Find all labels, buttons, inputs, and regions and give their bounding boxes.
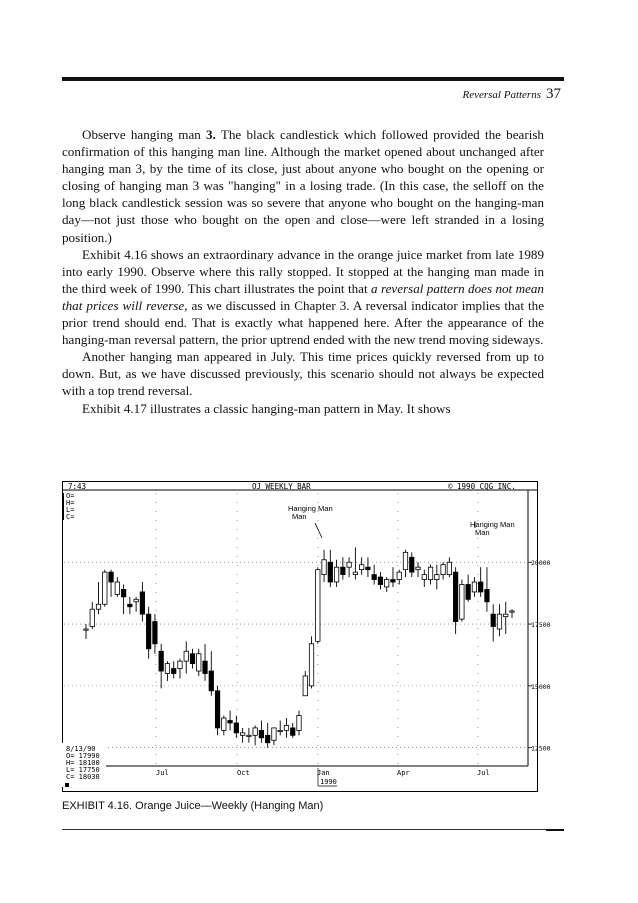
paragraph-1: Observe hanging man 3. The black candlestick which followed provided the bearish confirmation of this hanging man line. Although the market opened about unchanged after hanging man 3, by the time of its close, just about anyone who bought on the opening or closing of hanging man 3 was "hanging" in a losing trade. (In this case, the selloff on the long black candlestick session was so severe that anyone who bought on the hanging-man day—not just those who bought on the open and close—were left stranded in a losing position.) — [62, 127, 544, 245]
candle-body — [353, 572, 357, 574]
y-tick-label: 12500 — [531, 744, 551, 753]
candle-body — [265, 735, 269, 742]
readout-close: C= 18030 — [66, 773, 100, 781]
candle-body — [209, 671, 213, 691]
candle-body — [378, 577, 382, 584]
ohlc-label-low: L= — [66, 506, 75, 514]
candle-body — [385, 580, 389, 587]
candle-body — [366, 567, 370, 569]
candle-body — [153, 622, 157, 644]
figure-caption: EXHIBIT 4.16. Orange Juice—Weekly (Hanging Man) — [62, 800, 324, 812]
candle-body — [453, 572, 457, 621]
candle-body — [347, 562, 351, 567]
readout-open: O= 17990 — [66, 752, 100, 760]
candle-body — [121, 589, 125, 596]
x-year-label: 1990 — [320, 778, 337, 786]
running-title: Reversal Patterns — [462, 89, 541, 101]
candle-body — [203, 661, 207, 673]
candle-body — [460, 584, 464, 619]
candle-body — [291, 728, 295, 735]
candle-body — [510, 611, 514, 612]
candle-body — [447, 562, 451, 574]
paragraph-3: Another hanging man appeared in July. This time prices quickly reversed from up to down. But, as we have discussed previously, this scenario should not always be expected with a top trend reversal. — [62, 349, 544, 399]
candle-body — [428, 567, 432, 579]
chart-figure — [62, 481, 551, 792]
candle-body — [435, 575, 439, 580]
candle-body — [228, 720, 232, 722]
candle-body — [334, 567, 338, 582]
candle — [215, 686, 219, 735]
candle — [309, 636, 313, 688]
candle-body — [485, 589, 489, 601]
candle-body — [403, 552, 407, 569]
candle-body — [146, 614, 150, 649]
x-tick-apr: Apr — [397, 769, 410, 777]
candle-body — [90, 609, 94, 626]
candle-body — [215, 691, 219, 728]
candle-body — [278, 730, 282, 731]
candle-body — [504, 614, 508, 616]
candle-body — [441, 565, 445, 575]
y-tick-label: 17500 — [531, 621, 551, 630]
candle-body — [134, 599, 138, 601]
candle — [103, 570, 107, 607]
candle-body — [322, 560, 326, 575]
candle-body — [96, 604, 100, 609]
x-tick-jul-1989: Jul — [156, 769, 169, 777]
readout-high: H= 18100 — [66, 759, 100, 767]
candle-body — [410, 557, 414, 572]
candle-body — [109, 572, 113, 582]
x-tick-jul-1990: Jul — [477, 769, 490, 777]
candle-body — [240, 733, 244, 735]
candle-body — [491, 614, 495, 626]
footer-rule-mark — [546, 829, 564, 831]
candle-body — [478, 582, 482, 592]
candle-body — [309, 644, 313, 686]
candle-body — [422, 575, 426, 580]
candle-body — [165, 664, 169, 674]
candle-body — [103, 572, 107, 604]
candle-body — [247, 735, 251, 736]
candle — [316, 567, 320, 644]
annotation-hanging-man-1-line2: Man — [292, 512, 307, 521]
chart-time: 7:43 — [68, 482, 87, 491]
candle-body — [128, 604, 132, 606]
candle-body — [328, 562, 332, 582]
y-tick-label: 20000 — [531, 559, 551, 568]
candle-body — [316, 570, 320, 642]
ohlc-label-close: C= — [66, 513, 75, 521]
ohlc-label-high: H= — [66, 499, 75, 507]
candle — [460, 580, 464, 622]
candle-body — [178, 661, 182, 668]
candle-body — [472, 582, 476, 592]
candle-body — [359, 565, 363, 570]
candle-body — [184, 651, 188, 661]
x-tick-oct: Oct — [237, 769, 250, 777]
candle-body — [115, 582, 119, 594]
page-number: 37 — [546, 86, 561, 102]
candle-body — [84, 629, 88, 630]
candle-body — [197, 654, 201, 671]
chart-title: OJ WEEKLY BAR — [252, 482, 311, 491]
annotation-hanging-man-2-line2: Man — [475, 528, 490, 537]
candle-body — [222, 718, 226, 730]
readout-date: 8/13/90 — [66, 745, 96, 753]
body-text — [62, 126, 544, 417]
header-rule — [62, 77, 564, 81]
candle-body — [391, 580, 395, 582]
candle-body — [172, 669, 176, 674]
paragraph-4: Exhibit 4.17 illustrates a classic hanging-man pattern in May. It shows — [82, 400, 451, 416]
paragraph-2: Exhibit 4.16 shows an extraordinary advance in the orange juice market from late 1989 into early 1990. Observe where this rally stopped. It stopped at the hanging man made in the third week of 1990. This chart illustrates the point that a reversal pattern does not mean that prices will reverse, as we discussed in Chapter 3. A reversal indicator implies that the prior trend should end. That is exactly what happened here. After the appearance of the hanging-man reversal pattern, the prior uptrend ended with the new trend moving sideways. — [62, 246, 544, 348]
y-tick-label: 15000 — [531, 682, 551, 691]
candle-body — [397, 572, 401, 579]
candle-body — [253, 728, 257, 735]
candle-body — [416, 567, 420, 569]
candle-body — [259, 730, 263, 737]
candle-body — [297, 716, 301, 731]
x-tick-jan: Jan — [317, 769, 330, 777]
chart-copyright: © 1990 CQG INC. — [448, 482, 516, 491]
annotation-hanging-man-1: Hanging Man — [288, 504, 333, 513]
annotation-hanging-man-2: Hanging Man — [470, 520, 515, 529]
ohlc-label-open: O= — [66, 492, 75, 500]
candle-body — [372, 575, 376, 580]
candle-body — [284, 725, 288, 730]
readout-low: L= 17750 — [66, 766, 100, 774]
candle-body — [466, 584, 470, 599]
candle-body — [272, 728, 276, 740]
candle-body — [159, 651, 163, 671]
candle-body — [303, 676, 307, 696]
candle-body — [234, 723, 238, 733]
candle-body — [140, 592, 144, 614]
candle-body — [190, 654, 194, 664]
candle-body — [341, 567, 345, 574]
candle-body — [497, 614, 501, 629]
footer-rule — [62, 829, 564, 830]
